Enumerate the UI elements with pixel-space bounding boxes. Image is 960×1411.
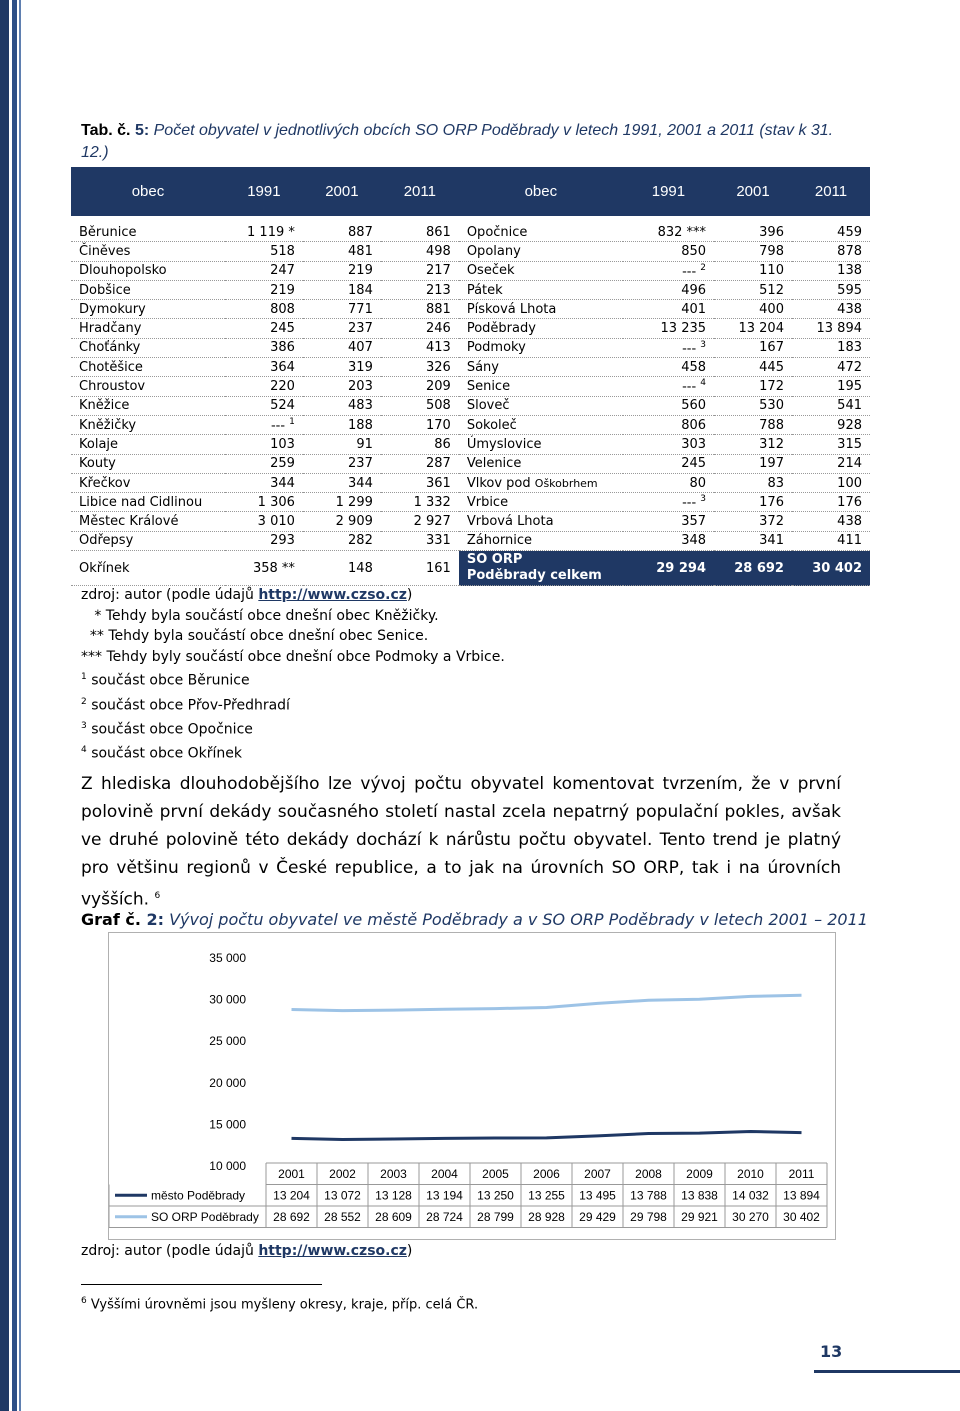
population-value: 1 306	[225, 493, 303, 512]
population-value: 86	[381, 435, 459, 454]
table-caption	[81, 120, 861, 164]
population-value: --- $^4$	[623, 377, 714, 396]
population-value: 498	[381, 242, 459, 261]
table-notes	[81, 585, 505, 764]
population-value: 438	[792, 512, 870, 531]
population-value: 806	[623, 415, 714, 434]
obec-name: Opočnice	[459, 216, 623, 242]
table-row	[71, 531, 870, 550]
population-value: 372	[714, 512, 792, 531]
data-value-label: 13 194	[426, 1188, 463, 1203]
population-value: 183	[792, 338, 870, 357]
population-value: 358 **	[225, 551, 303, 586]
population-value: 881	[381, 300, 459, 319]
population-value: 246	[381, 319, 459, 338]
population-value: 237	[303, 319, 381, 338]
data-value-label: 28 609	[375, 1210, 412, 1224]
population-value: 595	[792, 280, 870, 299]
obec-name: Dobšice	[71, 280, 225, 299]
total-value: 29 294	[623, 551, 714, 586]
header-obec-2: obec	[459, 167, 623, 216]
obec-name: Pátek	[459, 280, 623, 299]
paragraph-text: Z hlediska dlouhodobějšího lze vývoj počtu obyvatel komentovat tvrzením, že v první polovině první dekády současného století nastal zcela nepatrný populační pokles, avšak ve druhé polovině této dekády dochází k nárůstu počtu obyvatel. Tento trend je platný pro většinu regionů v České republice, a to jak na úrovních SO ORP, tak i na úrovních vyšších.	[81, 774, 841, 910]
population-value: 303	[623, 435, 714, 454]
y-tick-label: 15 000	[209, 1117, 246, 1132]
total-label: SO ORP Poděbrady celkem	[459, 551, 623, 586]
population-value: --- $^3$	[623, 493, 714, 512]
border-stripe-dark	[0, 0, 9, 1411]
population-value: 396	[714, 216, 792, 242]
table-row	[71, 415, 870, 434]
obec-name: Chroustov	[71, 377, 225, 396]
header-1991: 1991	[225, 167, 303, 216]
population-value: 83	[714, 473, 792, 492]
table-row	[71, 358, 870, 377]
table-row	[71, 493, 870, 512]
chart-source-suffix: )	[406, 1243, 413, 1259]
paragraph-footnote-ref: 6	[154, 891, 161, 901]
population-value: 348	[623, 531, 714, 550]
population-value: 798	[714, 242, 792, 261]
population-value: 247	[225, 261, 303, 280]
obec-name: Městec Králové	[71, 512, 225, 531]
obec-name: Podmoky	[459, 338, 623, 357]
y-tick-label: 25 000	[209, 1034, 246, 1049]
population-value: 91	[303, 435, 381, 454]
total-value: 30 402	[792, 551, 870, 586]
source-line	[81, 585, 505, 606]
population-value: 364	[225, 358, 303, 377]
x-tick-label: 2005	[482, 1167, 509, 1181]
chart-svg	[109, 933, 835, 1239]
obec-name: Okřínek	[71, 551, 225, 586]
population-value: 887	[303, 216, 381, 242]
data-value-label: 13 072	[324, 1188, 361, 1203]
data-value-label: 30 402	[783, 1210, 820, 1224]
y-tick-label: 20 000	[209, 1075, 246, 1090]
population-value: 496	[623, 280, 714, 299]
data-value-label: 28 928	[528, 1210, 565, 1224]
data-value-label: 13 255	[528, 1188, 565, 1203]
population-value: 214	[792, 454, 870, 473]
page-number: 13	[820, 1342, 843, 1361]
population-value: 209	[381, 377, 459, 396]
header-1991-2: 1991	[623, 167, 714, 216]
population-value: 167	[714, 338, 792, 357]
table-row	[71, 216, 870, 242]
population-value: 400	[714, 300, 792, 319]
obec-name: Vrbová Lhota	[459, 512, 623, 531]
population-value: --- $^2$	[623, 261, 714, 280]
population-value: 110	[714, 261, 792, 280]
population-value: 287	[381, 454, 459, 473]
population-value: 771	[303, 300, 381, 319]
czso-link[interactable]: http://www.czso.cz	[258, 587, 407, 603]
note-1: * Tehdy byla součástí obce dnešní obec Kněžičky.	[81, 607, 439, 624]
obec-name: Běrunice	[71, 216, 225, 242]
population-value: 386	[225, 338, 303, 357]
population-value: 481	[303, 242, 381, 261]
data-value-label: 14 032	[732, 1188, 769, 1203]
population-value: 217	[381, 261, 459, 280]
obec-name: Poděbrady	[459, 319, 623, 338]
page-footnote-text: Vyššími úrovněmi jsou myšleny okresy, kraje, příp. celá ČR.	[86, 1297, 479, 1313]
x-tick-label: 2009	[686, 1167, 713, 1181]
obec-name: Kouty	[71, 454, 225, 473]
population-value: 80	[623, 473, 714, 492]
data-value-label: 13 495	[579, 1188, 616, 1203]
chart-source	[81, 1243, 412, 1259]
obec-name: Křečkov	[71, 473, 225, 492]
population-value: 472	[792, 358, 870, 377]
table-row	[71, 377, 870, 396]
population-value: 361	[381, 473, 459, 492]
population-value: 184	[303, 280, 381, 299]
obec-name: Odřepsy	[71, 531, 225, 550]
data-value-label: 28 692	[273, 1210, 310, 1224]
series-line-mesto	[292, 1131, 802, 1139]
population-value: 319	[303, 358, 381, 377]
table-row	[71, 473, 870, 492]
data-value-label: 28 799	[477, 1210, 514, 1224]
x-tick-label: 2003	[380, 1167, 407, 1181]
obec-name: Kněžičky	[71, 415, 225, 434]
population-value: 445	[714, 358, 792, 377]
data-value-label: 13 128	[375, 1188, 412, 1203]
series-line-orp	[292, 995, 802, 1010]
obec-name: Vrbice	[459, 493, 623, 512]
population-value: 219	[225, 280, 303, 299]
population-value: 103	[225, 435, 303, 454]
population-value: 344	[303, 473, 381, 492]
header-2001-2: 2001	[714, 167, 792, 216]
table-row	[71, 512, 870, 531]
population-value: --- $^1$	[225, 415, 303, 434]
note-3: *** Tehdy byly součástí obce dnešní obce Podmoky a Vrbice.	[81, 648, 505, 665]
obec-name: Senice	[459, 377, 623, 396]
data-value-label: 13 838	[681, 1188, 718, 1203]
obec-name: Hradčany	[71, 319, 225, 338]
population-value: 220	[225, 377, 303, 396]
czso-link-2[interactable]: http://www.czso.cz	[258, 1243, 407, 1259]
source-prefix: zdroj: autor (podle údajů	[81, 587, 259, 603]
population-value: 326	[381, 358, 459, 377]
legend-label: město Poděbrady	[151, 1188, 246, 1203]
population-value: 530	[714, 396, 792, 415]
population-value: 170	[381, 415, 459, 434]
table-row	[71, 454, 870, 473]
note-2: ** Tehdy byla součástí obce dnešní obec Senice.	[81, 628, 429, 645]
population-value: --- $^3$	[623, 338, 714, 357]
data-value-label: 13 788	[630, 1188, 667, 1203]
table-row	[71, 338, 870, 357]
obec-name: Vlkov pod Oškobrhem	[459, 473, 623, 492]
graph-caption-label: Graf č.	[81, 910, 147, 929]
x-tick-label: 2004	[431, 1167, 458, 1181]
obec-name: Choťánky	[71, 338, 225, 357]
population-value: 176	[792, 493, 870, 512]
population-value: 2 927	[381, 512, 459, 531]
population-value: 13 204	[714, 319, 792, 338]
population-value: 508	[381, 396, 459, 415]
body-paragraph	[81, 770, 841, 914]
obec-name: Sány	[459, 358, 623, 377]
table-row	[71, 300, 870, 319]
header-obec: obec	[71, 167, 225, 216]
population-value: 1 332	[381, 493, 459, 512]
source-suffix: )	[406, 587, 413, 603]
population-value: 188	[303, 415, 381, 434]
footnote-2-text: součást obce Přov-Předhradí	[91, 697, 290, 714]
obec-name: Velenice	[459, 454, 623, 473]
footnote-1-text: součást obce Běrunice	[91, 673, 250, 690]
caption-label: Tab. č.	[81, 122, 135, 139]
table-row	[71, 261, 870, 280]
population-value: 878	[792, 242, 870, 261]
population-value: 407	[303, 338, 381, 357]
obec-name: Záhornice	[459, 531, 623, 550]
data-value-label: 13 894	[783, 1188, 820, 1203]
population-value: 148	[303, 551, 381, 586]
population-value: 237	[303, 454, 381, 473]
population-value: 245	[225, 319, 303, 338]
obec-name: Kolaje	[71, 435, 225, 454]
obec-name: Libice nad Cidlinou	[71, 493, 225, 512]
border-stripe-mid	[12, 0, 17, 1411]
table-row	[71, 242, 870, 261]
y-tick-label: 35 000	[209, 951, 246, 965]
x-tick-label: 2008	[635, 1167, 662, 1181]
legend-label: SO ORP Poděbrady	[151, 1210, 259, 1224]
data-value-label: 13 250	[477, 1188, 514, 1203]
population-value: 357	[623, 512, 714, 531]
population-value: 518	[225, 242, 303, 261]
footnote-4-text: součást obce Okřínek	[91, 745, 243, 762]
x-tick-label: 2002	[329, 1167, 356, 1181]
population-value: 344	[225, 473, 303, 492]
population-value: 282	[303, 531, 381, 550]
population-chart	[108, 932, 836, 1240]
population-value: 1 119 *	[225, 216, 303, 242]
table-header-row	[71, 167, 870, 216]
population-value: 2 909	[303, 512, 381, 531]
population-value: 483	[303, 396, 381, 415]
border-stripe-light	[19, 0, 21, 1411]
population-value: 161	[381, 551, 459, 586]
data-value-label: 28 724	[426, 1210, 463, 1224]
population-value: 219	[303, 261, 381, 280]
caption-number: 5:	[134, 122, 150, 139]
obec-name: Dlouhopolsko	[71, 261, 225, 280]
page-left-border	[0, 0, 22, 1411]
total-value: 28 692	[714, 551, 792, 586]
y-tick-label: 30 000	[209, 992, 246, 1007]
obec-name: Písková Lhota	[459, 300, 623, 319]
population-value: 315	[792, 435, 870, 454]
table-body	[71, 216, 870, 586]
population-value: 213	[381, 280, 459, 299]
population-value: 259	[225, 454, 303, 473]
data-value-label: 13 204	[273, 1188, 310, 1203]
graph-caption	[81, 910, 881, 929]
graph-caption-number: 2:	[146, 910, 165, 929]
table-row	[71, 280, 870, 299]
population-value: 100	[792, 473, 870, 492]
obec-name: Sloveč	[459, 396, 623, 415]
data-value-label: 29 798	[630, 1210, 667, 1224]
population-value: 788	[714, 415, 792, 434]
population-value: 459	[792, 216, 870, 242]
population-value: 413	[381, 338, 459, 357]
population-value: 331	[381, 531, 459, 550]
population-value: 458	[623, 358, 714, 377]
header-2001: 2001	[303, 167, 381, 216]
population-value: 312	[714, 435, 792, 454]
y-tick-label: 10 000	[209, 1159, 246, 1173]
population-value: 401	[623, 300, 714, 319]
chart-source-prefix: zdroj: autor (podle údajů	[81, 1243, 259, 1259]
x-tick-label: 2001	[278, 1167, 305, 1181]
population-value: 172	[714, 377, 792, 396]
population-value: 541	[792, 396, 870, 415]
population-value: 203	[303, 377, 381, 396]
population-value: 512	[714, 280, 792, 299]
obec-name: Úmyslovice	[459, 435, 623, 454]
x-tick-label: 2007	[584, 1167, 611, 1181]
caption-text: Počet obyvatel v jednotlivých obcích SO ORP Poděbrady v letech 1991, 2001 a 2011 (stav k 31. 12.)	[81, 122, 834, 161]
table-row	[71, 435, 870, 454]
obec-name: Opolany	[459, 242, 623, 261]
x-tick-label: 2011	[788, 1167, 815, 1181]
population-value: 861	[381, 216, 459, 242]
population-value: 13 894	[792, 319, 870, 338]
data-value-label: 29 429	[579, 1210, 616, 1224]
obec-name: Kněžice	[71, 396, 225, 415]
table-row	[71, 319, 870, 338]
population-value: 195	[792, 377, 870, 396]
header-2011: 2011	[381, 167, 459, 216]
population-value: 245	[623, 454, 714, 473]
population-value: 3 010	[225, 512, 303, 531]
obec-name: Sokoleč	[459, 415, 623, 434]
population-value: 13 235	[623, 319, 714, 338]
page-footnote	[81, 1296, 478, 1312]
footnote-separator	[81, 1284, 322, 1285]
table-row-total	[71, 551, 870, 586]
footnote-1: $^1$ součást obce Běrunice	[81, 672, 250, 690]
population-value: 560	[623, 396, 714, 415]
population-value: 341	[714, 531, 792, 550]
page-footnote-num: 6	[81, 1296, 87, 1306]
population-value: 411	[792, 531, 870, 550]
population-value: 197	[714, 454, 792, 473]
data-value-label: 28 552	[324, 1210, 361, 1224]
x-tick-label: 2006	[533, 1167, 560, 1181]
population-value: 928	[792, 415, 870, 434]
population-value: 138	[792, 261, 870, 280]
footnote-4: $^4$ součást obce Okřínek	[81, 745, 243, 762]
data-value-label: 29 921	[681, 1210, 718, 1224]
x-tick-label: 2010	[737, 1167, 764, 1181]
obec-name: Chotěšice	[71, 358, 225, 377]
footnote-3-text: součást obce Opočnice	[91, 721, 253, 738]
footnote-2: $^2$ součást obce Přov-Předhradí	[81, 696, 290, 714]
footnote-3: $^3$ součást obce Opočnice	[81, 720, 253, 738]
population-value: 176	[714, 493, 792, 512]
population-value: 293	[225, 531, 303, 550]
population-value: 850	[623, 242, 714, 261]
population-value: 524	[225, 396, 303, 415]
table-row	[71, 396, 870, 415]
population-table	[71, 167, 870, 586]
population-value: 808	[225, 300, 303, 319]
data-value-label: 30 270	[732, 1210, 769, 1224]
page-number-line	[814, 1370, 960, 1373]
obec-name: Dymokury	[71, 300, 225, 319]
graph-caption-text: Vývoj počtu obyvatel ve městě Poděbrady a v SO ORP Poděbrady v letech 2001 – 2011	[164, 910, 868, 929]
obec-name: Činěves	[71, 242, 225, 261]
obec-name: Oseček	[459, 261, 623, 280]
population-value: 832 ***	[623, 216, 714, 242]
header-2011-2: 2011	[792, 167, 870, 216]
population-value: 1 299	[303, 493, 381, 512]
population-value: 438	[792, 300, 870, 319]
